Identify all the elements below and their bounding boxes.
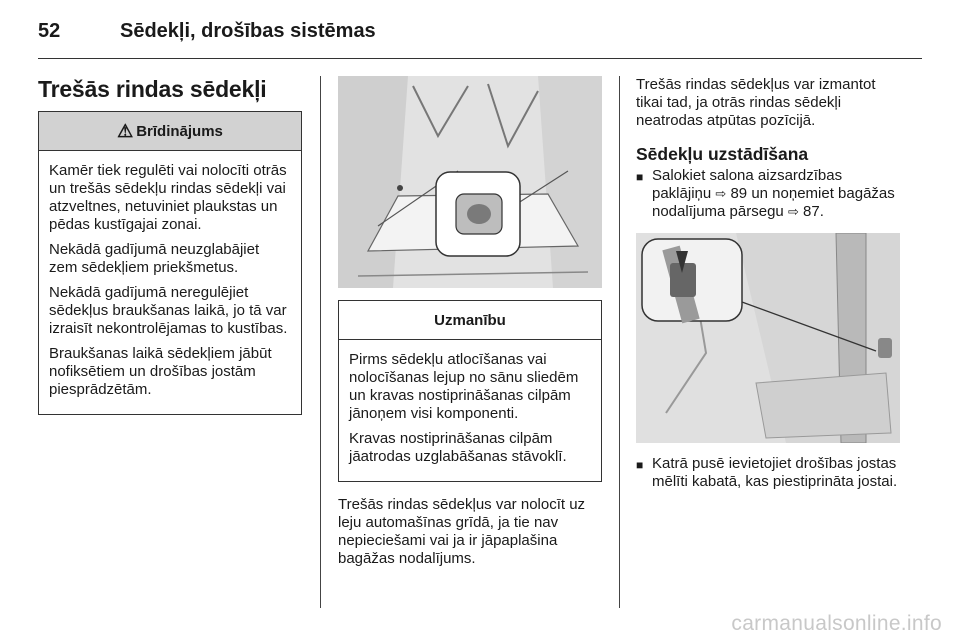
column-right	[636, 76, 900, 491]
caution-paragraph: Pirms sēdekļu atlocīšanas vai nolocīšanas lejup no sānu sliedēm un kravas nostiprināšanas cilpām jānoņem visi komponenti.	[349, 351, 579, 422]
page-ref-arrow-icon: ⇨	[787, 204, 799, 219]
list-item-text: Katrā pusē ievietojiet drošības jostas mēlīti kabatā, kas piestiprināta jostai.	[652, 455, 898, 490]
page-header	[38, 18, 922, 59]
bullet-square-icon: ■	[636, 170, 644, 184]
column-middle	[338, 76, 602, 568]
seatbelt-illustration	[636, 233, 900, 443]
warning-triangle-icon: ⚠	[117, 120, 134, 141]
caution-paragraph: Kravas nostiprināšanas cilpām jāatrodas uzglabāšanas stāvoklī.	[349, 430, 567, 465]
warning-title: Brīdinājums	[136, 122, 223, 140]
column-divider	[320, 76, 321, 608]
list-item	[636, 167, 900, 221]
figure-cargo-floor	[338, 76, 602, 288]
caution-box	[338, 300, 602, 482]
page-ref-arrow-icon: ⇨	[715, 186, 727, 201]
warning-paragraph: Nekādā gadījumā neuzglabājiet zem sēdekļiem priekšmetus.	[49, 241, 260, 276]
subheading: Sēdekļu uzstādīšana	[636, 144, 809, 164]
chapter-title: Sēdekļi, drošības sistēmas	[120, 20, 376, 42]
warning-paragraph: Nekādā gadījumā neregulējiet sēdekļus braukšanas laikā, jo tā var izraisīt nekontrolējamas to kustības.	[49, 284, 288, 337]
column-divider	[619, 76, 620, 608]
cargo-floor-illustration	[338, 76, 602, 288]
caution-header	[339, 301, 601, 340]
page-number: 52	[38, 20, 61, 42]
warning-body	[39, 151, 301, 414]
caution-body	[339, 340, 601, 481]
list-item-text: Salokiet salona aizsardzības paklājiņu ⇨ 89 un noņemiet bagāžas nodalījuma pārsegu ⇨ 87.	[652, 167, 895, 220]
body-text: Trešās rindas sēdekļus var nolocīt uz leju automašīnas grīdā, ja tie nav nepieciešami vai ja ir jāpaplašina bagāžas nodalījums.	[338, 496, 586, 567]
list-item	[636, 455, 900, 491]
figure-seatbelt	[636, 233, 900, 443]
watermark[interactable]: carmanualsonline.info	[731, 612, 942, 635]
warning-box	[38, 111, 302, 415]
warning-paragraph: Kamēr tiek regulēti vai nolocīti otrās un trešās sēdekļu rindas sēdekļi vai atzveltnes, netuviniet plaukstas un pēdas kustīgajai zonai.	[49, 162, 287, 233]
warning-header	[39, 112, 301, 151]
bullet-square-icon: ■	[636, 458, 644, 472]
section-title: Trešās rindas sēdekļi	[38, 76, 267, 102]
warning-paragraph: Braukšanas laikā sēdekļiem jābūt nofiksētiem un drošības jostām piesprādzētām.	[49, 345, 272, 398]
intro-text: Trešās rindas sēdekļus var izmantot tikai tad, ja otrās rindas sēdekļi neatrodas atpūtas pozīcijā.	[636, 76, 876, 129]
column-left	[38, 76, 302, 415]
caution-title: Uzmanību	[434, 311, 506, 329]
